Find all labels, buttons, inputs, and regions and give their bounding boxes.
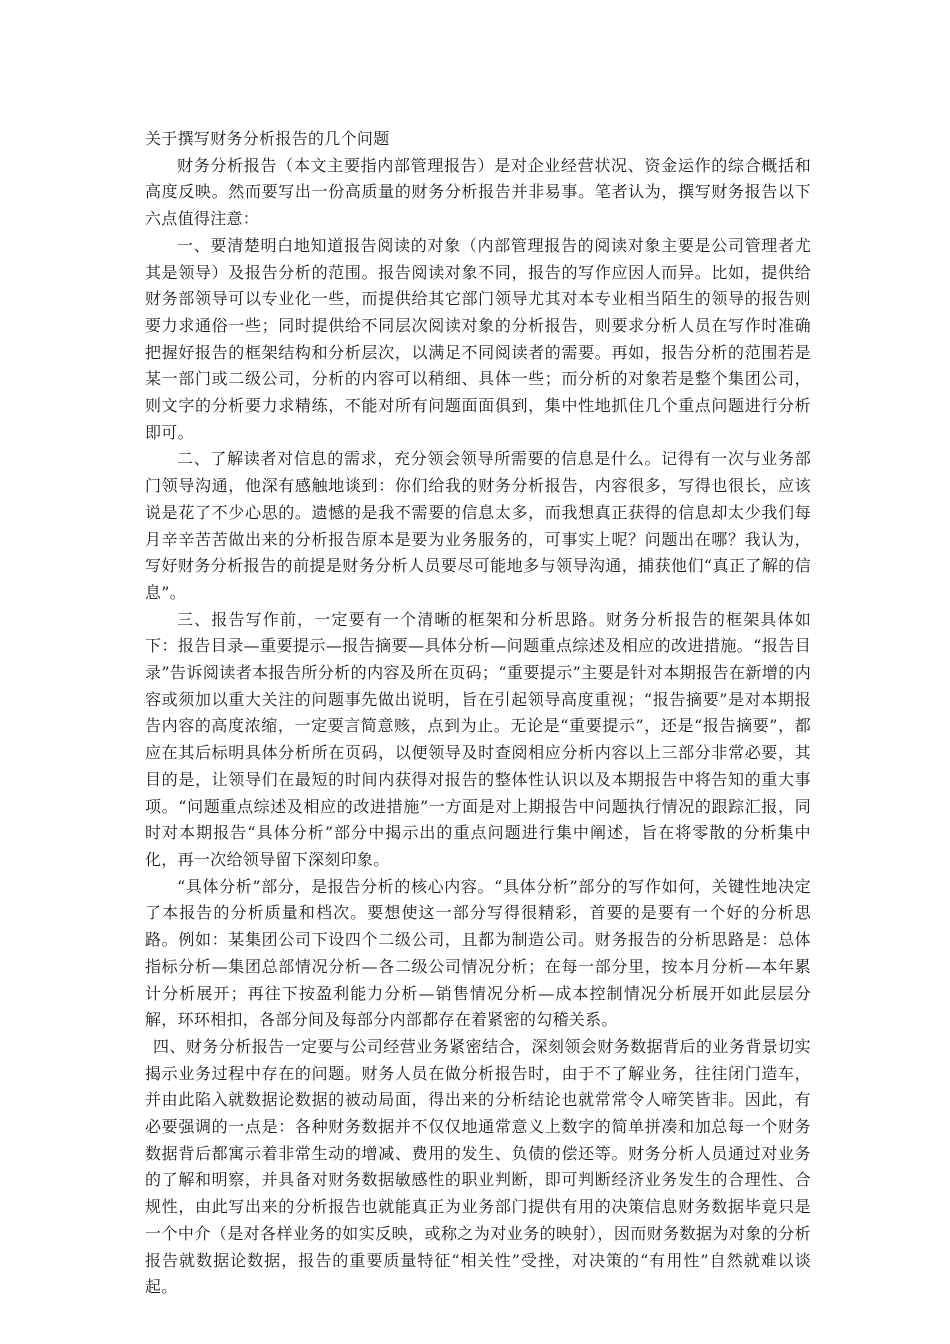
point-four-paragraph: 四、财务分析报告一定要与公司经营业务紧密结合，深刻领会财务数据背后的业务背景切实揭示业务过程中存在的问题。财务人员在做分析报告时，由于不了解业务，往往闭门造车，并由此陷入就数据论数据的被动局面，得出来的分析结论也就常常令人啼笑皆非。因此，有必要强调的一点是：各种财务数据并不仅仅地通常意义上数字的简单拼凑和加总每一个财务数据背后都寓示着非常生动的增减、费用的发生、负债的偿还等。财务分析人员通过对业务的了解和明察，并具备对财务数据敏感性的职业判断，即可判断经济业务发生的合理性、合规性，由此写出来的分析报告也就能真正为业务部门提供有用的决策信息财务数据毕竟只是一个中介（是对各样业务的如实反映，或称之为对业务的映射），因而财务数据为对象的分析报告就数据论数据，报告的重要质量特征“相关性”受挫，对决策的“有用性”自然就难以谈起。 [145,1036,811,1297]
document-title: 关于撰写财务分析报告的几个问题 [145,129,390,148]
intro-paragraph: 财务分析报告（本文主要指内部管理报告）是对企业经营状况、资金运作的综合概括和高度反映。然而要写出一份高质量的财务分析报告并非易事。笔者认为，撰写财务报告以下六点值得注意： [145,155,811,229]
document-page [145,126,811,1301]
point-one-paragraph: 一、要清楚明白地知道报告阅读的对象（内部管理报告的阅读对象主要是公司管理者尤其是领导）及报告分析的范围。报告阅读对象不同，报告的写作应因人而异。比如，提供给财务部领导可以专业化一些，而提供给其它部门领导尤其对本专业相当陌生的领导的报告则要力求通俗一些；同时提供给不同层次阅读对象的分析报告，则要求分析人员在写作时准确把握好报告的框架结构和分析层次，以满足不同阅读者的需要。再如，报告分析的范围若是某一部门或二级公司，分析的内容可以稍细、具体一些；而分析的对象若是整个集团公司，则文字的分析要力求精练，不能对所有问题面面俱到，集中性地抓住几个重点问题进行分析即可。 [145,235,811,442]
point-two-paragraph: 二、了解读者对信息的需求，充分领会领导所需要的信息是什么。记得有一次与业务部门领导沟通，他深有感触地谈到：你们给我的财务分析报告，内容很多，写得也很长，应该说是花了不少心思的。遗憾的是我不需要的信息太多，而我想真正获得的信息却太少我们每月辛辛苦苦做出来的分析报告原本是要为业务服务的，可事实上呢？问题出在哪？我认为，写好财务分析报告的前提是财务分析人员要尽可能地多与领导沟通，捕获他们“真正了解的信息”。 [145,449,811,602]
specific-analysis-paragraph: “具体分析”部分，是报告分析的核心内容。“具体分析”部分的写作如何，关键性地决定了本报告的分析质量和档次。要想使这一部分写得很精彩，首要的是要有一个好的分析思路。例如：某集团公司下设四个二级公司，且都为制造公司。财务报告的分析思路是：总体指标分析—集团总部情况分析—各二级公司情况分析；在每一部分里，按本月分析—本年累计分析展开；再往下按盈利能力分析—销售情况分析—成本控制情况分析展开如此层层分解，环环相扣，各部分间及每部分内部都存在着紧密的勾稽关系。 [145,876,811,1030]
point-three-paragraph: 三、报告写作前，一定要有一个清晰的框架和分析思路。财务分析报告的框架具体如下：报告目录—重要提示—报告摘要—具体分析—问题重点综述及相应的改进措施。“报告目录”告诉阅读者本报告所分析的内容及所在页码；“重要提示”主要是针对本期报告在新增的内容或须加以重大关注的问题事先做出说明，旨在引起领导高度重视；“报告摘要”是对本期报告内容的高度浓缩，一定要言简意赅，点到为止。无论是“重要提示”，还是“报告摘要”，都应在其后标明具体分析所在页码，以便领导及时查阅相应分析内容以上三部分非常必要，其目的是，让领导们在最短的时间内获得对报告的整体性认识以及本期报告中将告知的重大事项。“问题重点综述及相应的改进措施”一方面是对上期报告中问题执行情况的跟踪汇报，同时对本期报告“具体分析”部分中揭示出的重点问题进行集中阐述，旨在将零散的分析集中化，再一次给领导留下深刻印象。 [145,609,811,869]
